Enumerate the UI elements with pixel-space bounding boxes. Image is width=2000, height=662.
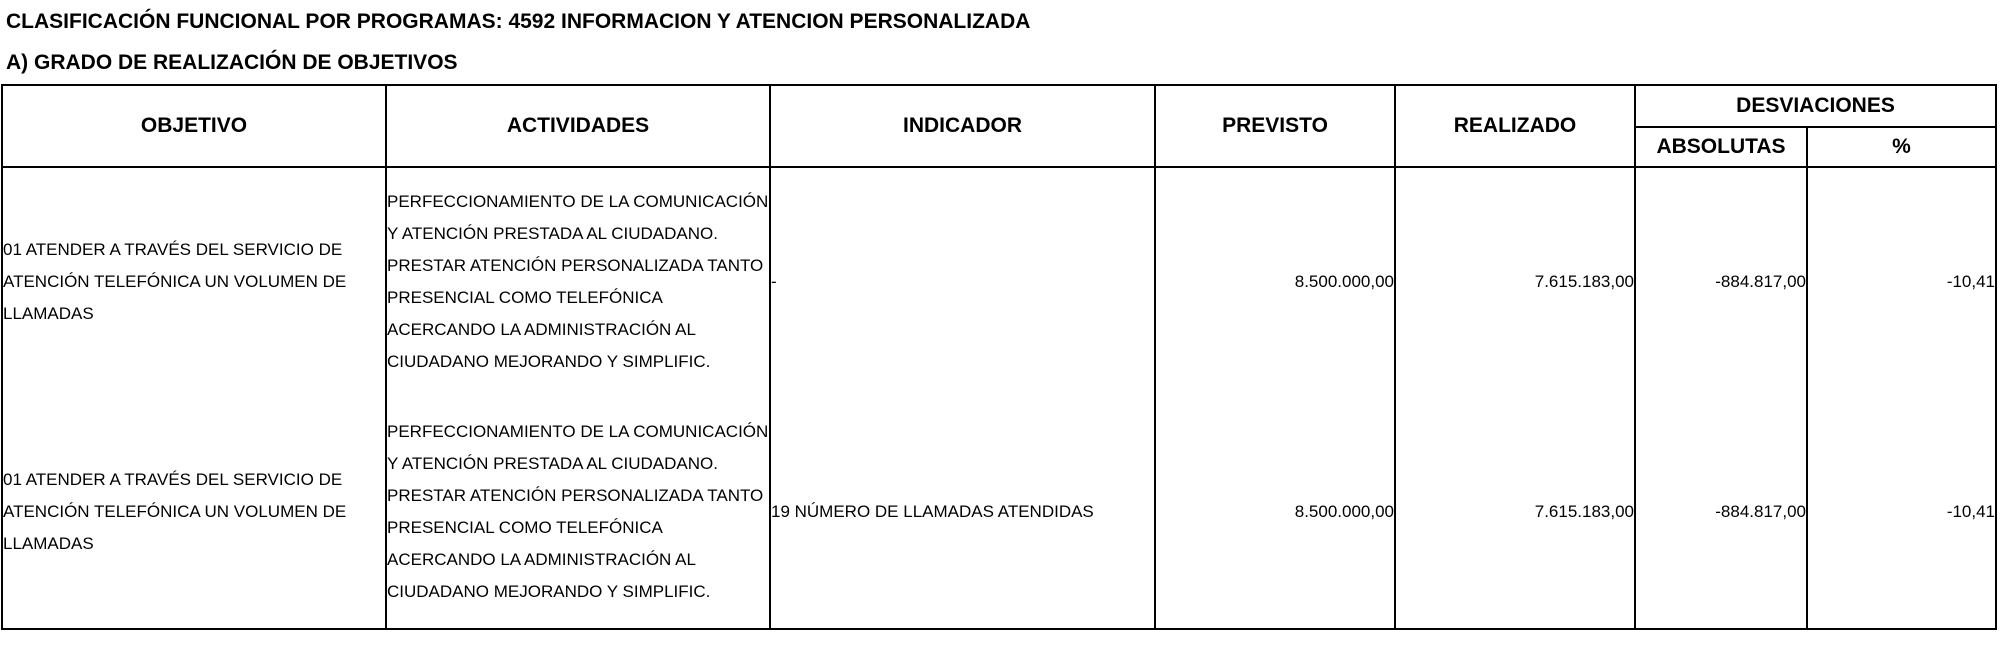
column-header-objetivo: OBJETIVO (2, 85, 386, 167)
column-header-realizado: REALIZADO (1395, 85, 1635, 167)
column-header-previsto: PREVISTO (1155, 85, 1395, 167)
cell-previsto: 8.500.000,00 (1155, 396, 1395, 629)
column-header-porcentaje: % (1807, 127, 1996, 167)
cell-realizado: 7.615.183,00 (1395, 167, 1635, 396)
cell-objetivo: 01 ATENDER A TRAVÉS DEL SERVICIO DE ATENCIÓN TELEFÓNICA UN VOLUMEN DE LLAMADAS (2, 167, 386, 396)
column-header-actividades: ACTIVIDADES (386, 85, 770, 167)
cell-actividades: PERFECCIONAMIENTO DE LA COMUNICACIÓN Y ATENCIÓN PRESTADA AL CIUDADANO. PRESTAR ATENCIÓN PERSONALIZADA TANTO PRESENCIAL COMO TELEFÓNICA ACERCANDO LA ADMINISTRACIÓN AL CIUDADANO MEJORANDO Y SIMPLIFIC. (386, 167, 770, 396)
cell-previsto: 8.500.000,00 (1155, 167, 1395, 396)
cell-indicador: - (770, 167, 1155, 396)
table-header (2, 85, 1996, 167)
table-row (2, 167, 1996, 396)
cell-absolutas: -884.817,00 (1635, 396, 1807, 629)
cell-absolutas: -884.817,00 (1635, 167, 1807, 396)
cell-objetivo: 01 ATENDER A TRAVÉS DEL SERVICIO DE ATENCIÓN TELEFÓNICA UN VOLUMEN DE LLAMADAS (2, 396, 386, 629)
objectives-table (1, 84, 1997, 630)
cell-porcentaje: -10,41 (1807, 396, 1996, 629)
column-header-absolutas: ABSOLUTAS (1635, 127, 1807, 167)
table-row (2, 396, 1996, 629)
column-header-indicador: INDICADOR (770, 85, 1155, 167)
document-title: CLASIFICACIÓN FUNCIONAL POR PROGRAMAS: 4592 INFORMACION Y ATENCION PERSONALIZADA (6, 10, 1031, 33)
column-header-desviaciones: DESVIACIONES (1635, 85, 1996, 127)
section-title: A) GRADO DE REALIZACIÓN DE OBJETIVOS (6, 51, 458, 74)
cell-realizado: 7.615.183,00 (1395, 396, 1635, 629)
cell-actividades: PERFECCIONAMIENTO DE LA COMUNICACIÓN Y ATENCIÓN PRESTADA AL CIUDADANO. PRESTAR ATENCIÓN PERSONALIZADA TANTO PRESENCIAL COMO TELEFÓNICA ACERCANDO LA ADMINISTRACIÓN AL CIUDADANO MEJORANDO Y SIMPLIFIC. (386, 396, 770, 629)
cell-porcentaje: -10,41 (1807, 167, 1996, 396)
cell-indicador: 19 NÚMERO DE LLAMADAS ATENDIDAS (770, 396, 1155, 629)
